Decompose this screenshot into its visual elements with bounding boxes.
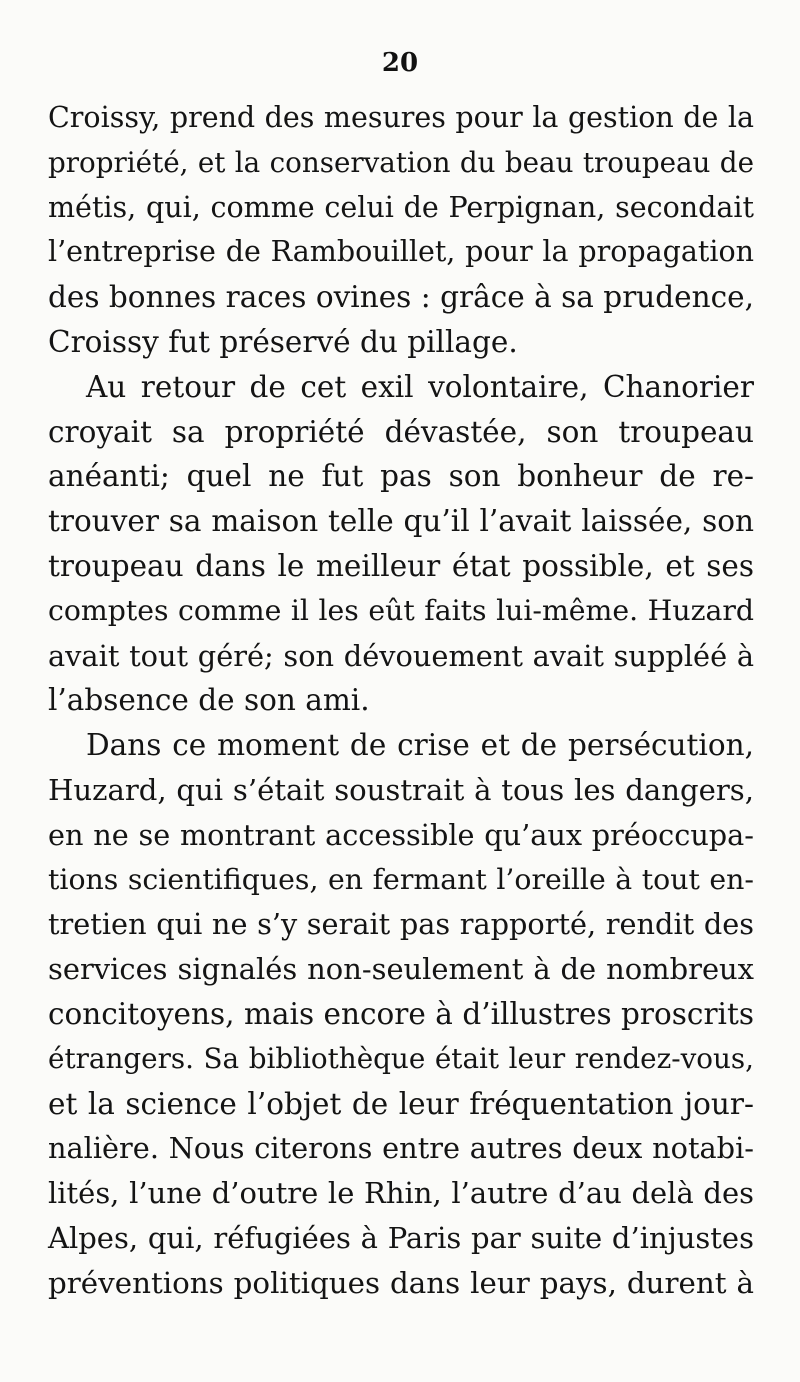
text-line: concitoyens, mais encore à d’illustres proscrits [48, 996, 754, 1031]
text-line: trouver sa maison telle qu’il l’avait laissée, son [48, 504, 754, 539]
text-line: et la science l’objet de leur fréquentation jour- [48, 1086, 754, 1121]
text-line: avait tout géré; son dévouement avait suppléé à [48, 638, 754, 673]
text-line: préventions politiques dans leur pays, durent à [48, 1265, 754, 1300]
text-line: lités, l’une d’outre le Rhin, l’autre d’au delà des [48, 1176, 754, 1211]
text-line: anéanti; quel ne fut pas son bonheur de re- [48, 459, 754, 494]
text-line: des bonnes races ovines : grâce à sa prudence, [48, 280, 754, 315]
text-line: Dans ce moment de crise et de persécution, [86, 728, 754, 763]
text-line: étrangers. Sa bibliothèque était leur rendez-vous, [48, 1041, 754, 1075]
text-line: Croissy, prend des mesures pour la gestion de la [48, 101, 754, 134]
page-number: 20 [381, 48, 419, 78]
text-line: Au retour de cet exil volontaire, Chanorier [86, 369, 754, 404]
text-line: tretien qui ne s’y serait pas rapporté, rendit des [48, 907, 754, 942]
text-line: comptes comme il les eût faits lui-même. Huzard [48, 593, 754, 627]
text-line: Alpes, qui, réfugiées à Paris par suite d’injustes [48, 1220, 754, 1255]
text-line: tions scientifiques, en fermant l’oreille à tout en- [48, 862, 754, 896]
text-line: Huzard, qui s’était soustrait à tous les dangers, [48, 772, 754, 807]
text-line: Croissy fut préservé du pillage. [48, 324, 518, 359]
text-line: en ne se montrant accessible qu’aux préoccupa- [48, 817, 754, 852]
text-line: croyait sa propriété dévastée, son troupeau [48, 414, 754, 449]
text-line: troupeau dans le meilleur état possible, et ses [48, 548, 754, 583]
text-line: l’entreprise de Rambouillet, pour la propagation [48, 235, 754, 269]
text-line: l’absence de son ami. [48, 683, 370, 718]
text-line: propriété, et la conservation du beau troupeau de [48, 145, 754, 179]
text-line: métis, qui, comme celui de Perpignan, secondait [48, 190, 754, 224]
text-line: services signalés non-seulement à de nombreux [48, 952, 754, 987]
text-line: nalière. Nous citerons entre autres deux notabi- [48, 1131, 754, 1166]
body-text [48, 96, 754, 1306]
